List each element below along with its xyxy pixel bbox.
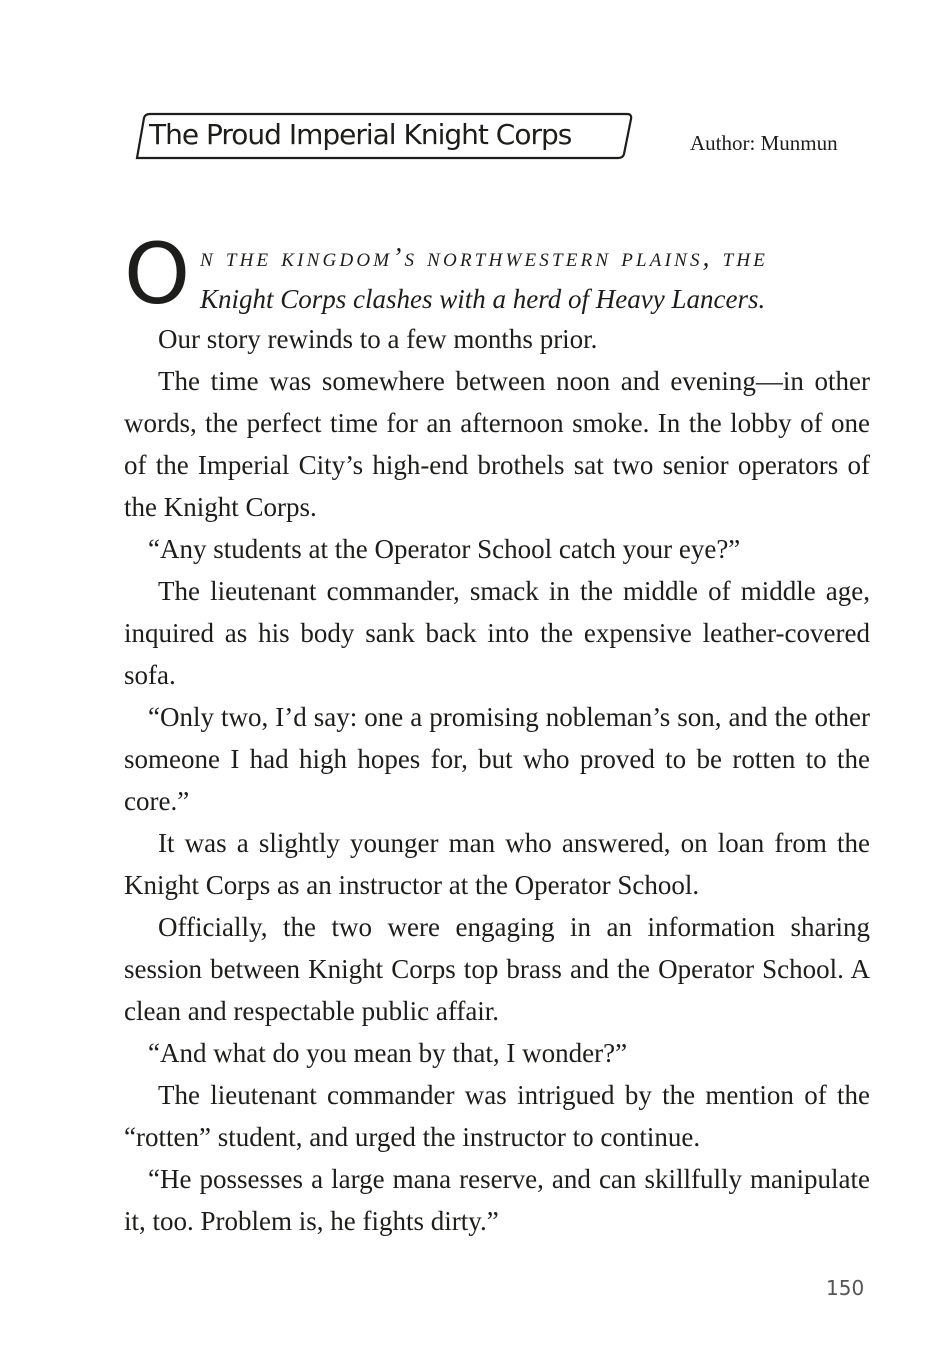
paragraph: “He possesses a large mana reserve, and can skillfully manipulate it, too. Problem is, he fights dirty.” xyxy=(124,1164,870,1236)
drop-cap: O xyxy=(124,225,191,323)
paragraph: Officially, the two were engaging in an information sharing session between Knight Corps top brass and the Operator School. A clean and respectable public affair. xyxy=(124,912,870,1026)
paragraph: “Only two, I’d say: one a promising nobleman’s son, and the other someone I had high hopes for, but who proved to be rotten to the core.” xyxy=(124,702,870,816)
paragraph: Our story rewinds to a few months prior. xyxy=(158,324,598,354)
title-banner xyxy=(127,112,635,160)
paragraph: The lieutenant commander was intrigued by the mention of the “rotten” student, and urged the instructor to continue. xyxy=(124,1080,870,1152)
author-credit: Author: Munmun xyxy=(690,131,838,155)
page-number: 150 xyxy=(826,1276,865,1300)
chapter-opening xyxy=(124,225,870,323)
paragraph: It was a slightly younger man who answered, on loan from the Knight Corps as an instructor at the Operator School. xyxy=(124,828,870,900)
paragraph: “And what do you mean by that, I wonder?” xyxy=(148,1038,628,1068)
opening-line-2: Knight Corps clashes with a herd of Heavy Lancers. xyxy=(200,284,766,314)
paragraph: “Any students at the Operator School catch your eye?” xyxy=(148,534,741,564)
story-title: The Proud Imperial Knight Corps xyxy=(149,118,572,151)
opening-line-1: n the kingdom’s northwestern plains, the xyxy=(200,242,769,272)
paragraph: The lieutenant commander, smack in the middle of middle age, inquired as his body sank back into the expensive leather-covered sofa. xyxy=(124,576,870,690)
paragraph: The time was somewhere between noon and evening—in other words, the perfect time for an afternoon smoke. In the lobby of one of the Imperial City’s high-end brothels sat two senior operators of the Knight Corps. xyxy=(124,366,870,522)
